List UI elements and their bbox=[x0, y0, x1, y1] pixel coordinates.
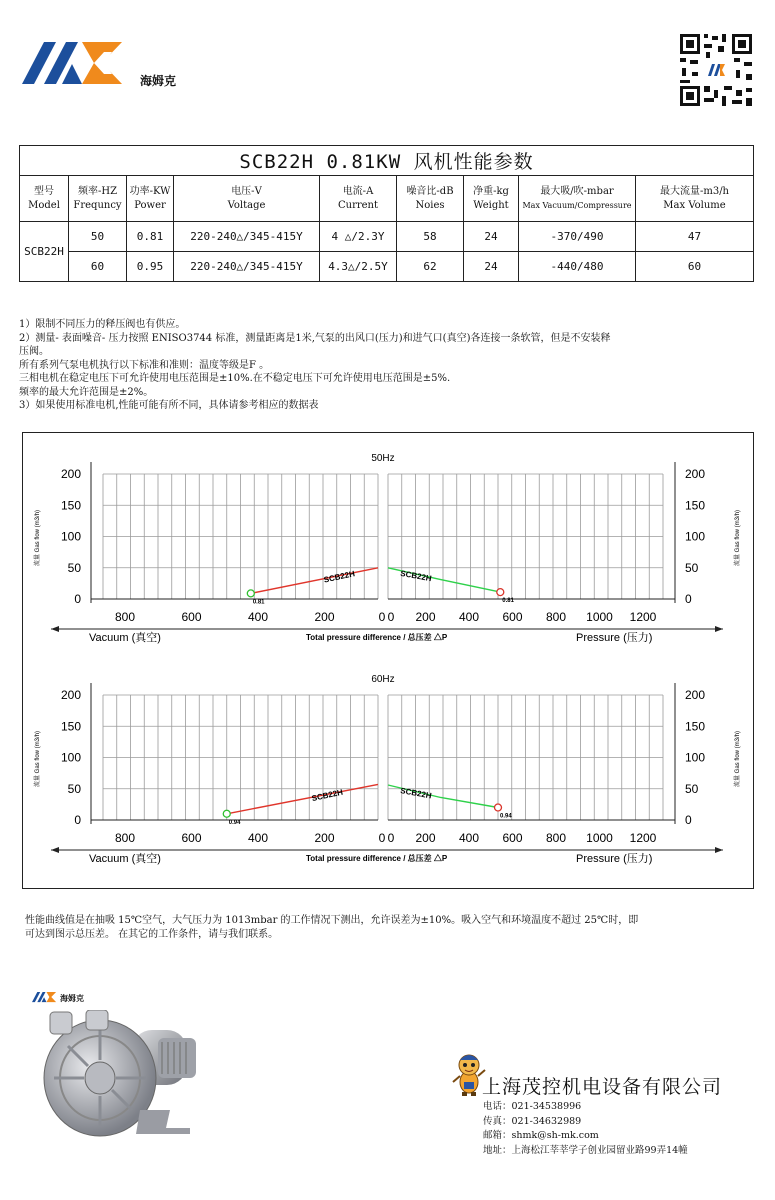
note-line: 三相电机在稳定电压下可允许使用电压范围是±10%.在不稳定电压下可允许使用电压范围是±5%. bbox=[19, 373, 451, 384]
company-name: 上海茂控机电设备有限公司 bbox=[482, 1076, 723, 1098]
y-tick-label: 100 bbox=[685, 529, 706, 544]
y-axis-label: 流量 Gas flow (m3/h) bbox=[735, 509, 741, 567]
header-model: 型号 Model bbox=[20, 176, 69, 222]
contact-info bbox=[483, 1100, 688, 1158]
note-line: 频率的最大允许范围是±2%。 bbox=[19, 386, 154, 398]
chart-title: 50Hz bbox=[371, 453, 395, 464]
cell-voltage: 220-240△/345-415Y bbox=[174, 252, 320, 282]
x-tick-label: 600 bbox=[502, 831, 523, 845]
cell-freq: 60 bbox=[69, 252, 127, 282]
x-tick-label: 200 bbox=[415, 610, 436, 624]
series-end-point bbox=[247, 590, 254, 597]
y-tick-label: 0 bbox=[74, 813, 81, 827]
arrow-right-icon bbox=[715, 626, 723, 632]
y-tick-label: 200 bbox=[60, 688, 81, 702]
y-tick-label: 0 bbox=[74, 592, 81, 606]
note-line: 3）如果使用标准电机,性能可能有所不同，具体请参考相应的数据表 bbox=[19, 400, 319, 411]
y-tick-label: 200 bbox=[685, 688, 706, 702]
brand-logo bbox=[22, 40, 134, 86]
brand-name: 海姆克 bbox=[140, 74, 177, 88]
cell-noise: 58 bbox=[397, 222, 464, 252]
x-tick-label: 400 bbox=[458, 610, 480, 624]
footer-note bbox=[25, 914, 760, 942]
pressure-label: Pressure (压力) bbox=[576, 853, 653, 865]
cell-flow: 47 bbox=[636, 222, 754, 252]
x-tick-label: 600 bbox=[181, 610, 202, 624]
y-tick-label: 200 bbox=[60, 467, 81, 481]
y-axis-label: 流量 Gas flow (m3/h) bbox=[35, 509, 41, 567]
vacuum-label: Vacuum (真空) bbox=[89, 632, 161, 644]
header-max-pressure: 最大吸/吹-mbar Max Vacuum/Compressure bbox=[519, 176, 636, 222]
series-name-label: SCB22H bbox=[322, 569, 356, 585]
x-tick-label: 200 bbox=[415, 831, 436, 845]
x-tick-label: 0 bbox=[378, 610, 386, 624]
note-line: 压阀。 bbox=[19, 346, 49, 357]
header-max-flow: 最大流量-m3/h Max Volume bbox=[636, 176, 754, 222]
cell-voltage: 220-240△/345-415Y bbox=[174, 222, 320, 252]
y-tick-label: 150 bbox=[60, 719, 81, 734]
footer-note-line: 可达到图示总压差。 在其它的工作条件，请与我们联系。 bbox=[25, 929, 279, 940]
cell-pressure: -440/480 bbox=[519, 252, 636, 282]
y-tick-label: 150 bbox=[685, 719, 706, 734]
x-axis-label: Total pressure difference / 总压差 △P bbox=[306, 854, 448, 863]
vacuum-label: Vacuum (真空) bbox=[89, 853, 161, 865]
y-tick-label: 0 bbox=[685, 813, 692, 827]
footer-note-line: 性能曲线值是在抽吸 15℃空气，大气压力为 1013mbar 的工作情况下测出，允许误差为±10%。吸入空气和环境温度不超过 25℃时，即 bbox=[25, 915, 639, 926]
small-brand-name: 海姆克 bbox=[60, 994, 84, 1003]
performance-charts-frame bbox=[22, 432, 754, 889]
y-tick-label: 150 bbox=[60, 498, 81, 513]
y-axis-label: 流量 Gas flow (m3/h) bbox=[35, 730, 41, 788]
cell-pressure: -370/490 bbox=[519, 222, 636, 252]
x-tick-label: 1000 bbox=[586, 610, 613, 624]
y-tick-label: 50 bbox=[67, 560, 81, 575]
x-tick-label: 800 bbox=[114, 831, 136, 845]
y-tick-label: 100 bbox=[60, 750, 81, 765]
series-end-label: 0.81 bbox=[252, 599, 265, 606]
y-tick-label: 100 bbox=[60, 529, 81, 544]
x-tick-label: 600 bbox=[502, 610, 523, 624]
y-tick-label: 0 bbox=[685, 592, 692, 606]
pressure-label: Pressure (压力) bbox=[576, 632, 653, 644]
small-brand-logo bbox=[32, 991, 59, 1003]
x-tick-label: 200 bbox=[314, 610, 335, 624]
series-name-label: SCB22H bbox=[310, 787, 344, 804]
series-end-label: 0.81 bbox=[502, 598, 514, 605]
series-end-label: 0.94 bbox=[228, 819, 241, 826]
series-end-point bbox=[497, 589, 504, 596]
x-tick-label: 200 bbox=[314, 831, 335, 845]
x-tick-label: 400 bbox=[247, 610, 269, 624]
series-end-point bbox=[223, 810, 230, 817]
address: 地址：上海松江莘莘学子创业园留业路99弄14幢 bbox=[483, 1144, 688, 1156]
cell-weight: 24 bbox=[464, 222, 519, 252]
y-tick-label: 50 bbox=[685, 560, 699, 575]
header-weight: 净重-kg Weight bbox=[464, 176, 519, 222]
blower-product-image bbox=[40, 1010, 210, 1140]
x-tick-label: 1200 bbox=[629, 831, 657, 845]
performance-charts bbox=[23, 433, 753, 888]
cell-model: SCB22H bbox=[20, 222, 69, 282]
y-tick-label: 100 bbox=[685, 750, 706, 765]
series-end-point bbox=[495, 804, 502, 811]
header-frequency: 频率-HZ Frequncy bbox=[69, 176, 127, 222]
cell-power: 0.81 bbox=[127, 222, 174, 252]
phone: 电话：021-34538996 bbox=[483, 1101, 582, 1112]
header-voltage: 电压-V Voltage bbox=[174, 176, 320, 222]
table-row bbox=[20, 252, 754, 282]
header-power: 功率-KW Power bbox=[127, 176, 174, 222]
x-tick-label: 0 bbox=[387, 610, 395, 624]
x-tick-label: 600 bbox=[181, 831, 202, 845]
mascot-icon bbox=[452, 1052, 486, 1096]
y-tick-label: 150 bbox=[685, 498, 706, 513]
cell-power: 0.95 bbox=[127, 252, 174, 282]
series-name-label: SCB22H bbox=[399, 568, 433, 584]
chart-title: 60Hz bbox=[371, 674, 395, 685]
y-tick-label: 50 bbox=[67, 781, 81, 796]
fax: 传真：021-34632989 bbox=[483, 1115, 582, 1127]
table-title: SCB22H 0.81KW 风机性能参数 bbox=[20, 146, 754, 176]
header-noise: 噪音比-dB Noies bbox=[397, 176, 464, 222]
cell-flow: 60 bbox=[636, 252, 754, 282]
cell-freq: 50 bbox=[69, 222, 127, 252]
note-line: 2）测量- 表面噪音- 压力按照 ENISO3744 标准，测量距离是1米,气泵的出风口(压力)和进气口(真空)各连接一条软管，但是不安装释 bbox=[19, 332, 611, 344]
x-tick-label: 400 bbox=[458, 831, 480, 845]
qr-code bbox=[678, 32, 754, 108]
series-end-label: 0.94 bbox=[500, 813, 512, 820]
arrow-left-icon bbox=[51, 626, 59, 632]
note-line: 1）限制不同压力的释压阀也有供应。 bbox=[19, 319, 186, 330]
cell-current: 4.3△/2.5Y bbox=[320, 252, 397, 282]
x-axis-label: Total pressure difference / 总压差 △P bbox=[306, 633, 448, 642]
y-tick-label: 50 bbox=[685, 781, 699, 796]
spec-table bbox=[19, 145, 754, 282]
table-row bbox=[20, 222, 754, 252]
y-tick-label: 200 bbox=[685, 467, 706, 481]
x-tick-label: 800 bbox=[545, 610, 567, 624]
x-tick-label: 0 bbox=[387, 831, 395, 845]
notes bbox=[19, 318, 759, 413]
y-axis-label: 流量 Gas flow (m3/h) bbox=[735, 730, 741, 788]
cell-weight: 24 bbox=[464, 252, 519, 282]
series-name-label: SCB22H bbox=[399, 786, 433, 801]
x-tick-label: 800 bbox=[114, 610, 136, 624]
x-tick-label: 400 bbox=[247, 831, 269, 845]
arrow-right-icon bbox=[715, 847, 723, 853]
table-header-row bbox=[20, 176, 754, 222]
x-tick-label: 1200 bbox=[629, 610, 657, 624]
x-tick-label: 0 bbox=[378, 831, 386, 845]
cell-current: 4 △/2.3Y bbox=[320, 222, 397, 252]
arrow-left-icon bbox=[51, 847, 59, 853]
series-line bbox=[251, 568, 378, 594]
x-tick-label: 800 bbox=[545, 831, 567, 845]
x-tick-label: 1000 bbox=[586, 831, 613, 845]
note-line: 所有系列气泵电机执行以下标准和准则：温度等级是F 。 bbox=[19, 359, 270, 371]
header-current: 电流-A Current bbox=[320, 176, 397, 222]
cell-noise: 62 bbox=[397, 252, 464, 282]
email: 邮箱：shmk@sh-mk.com bbox=[483, 1130, 599, 1141]
